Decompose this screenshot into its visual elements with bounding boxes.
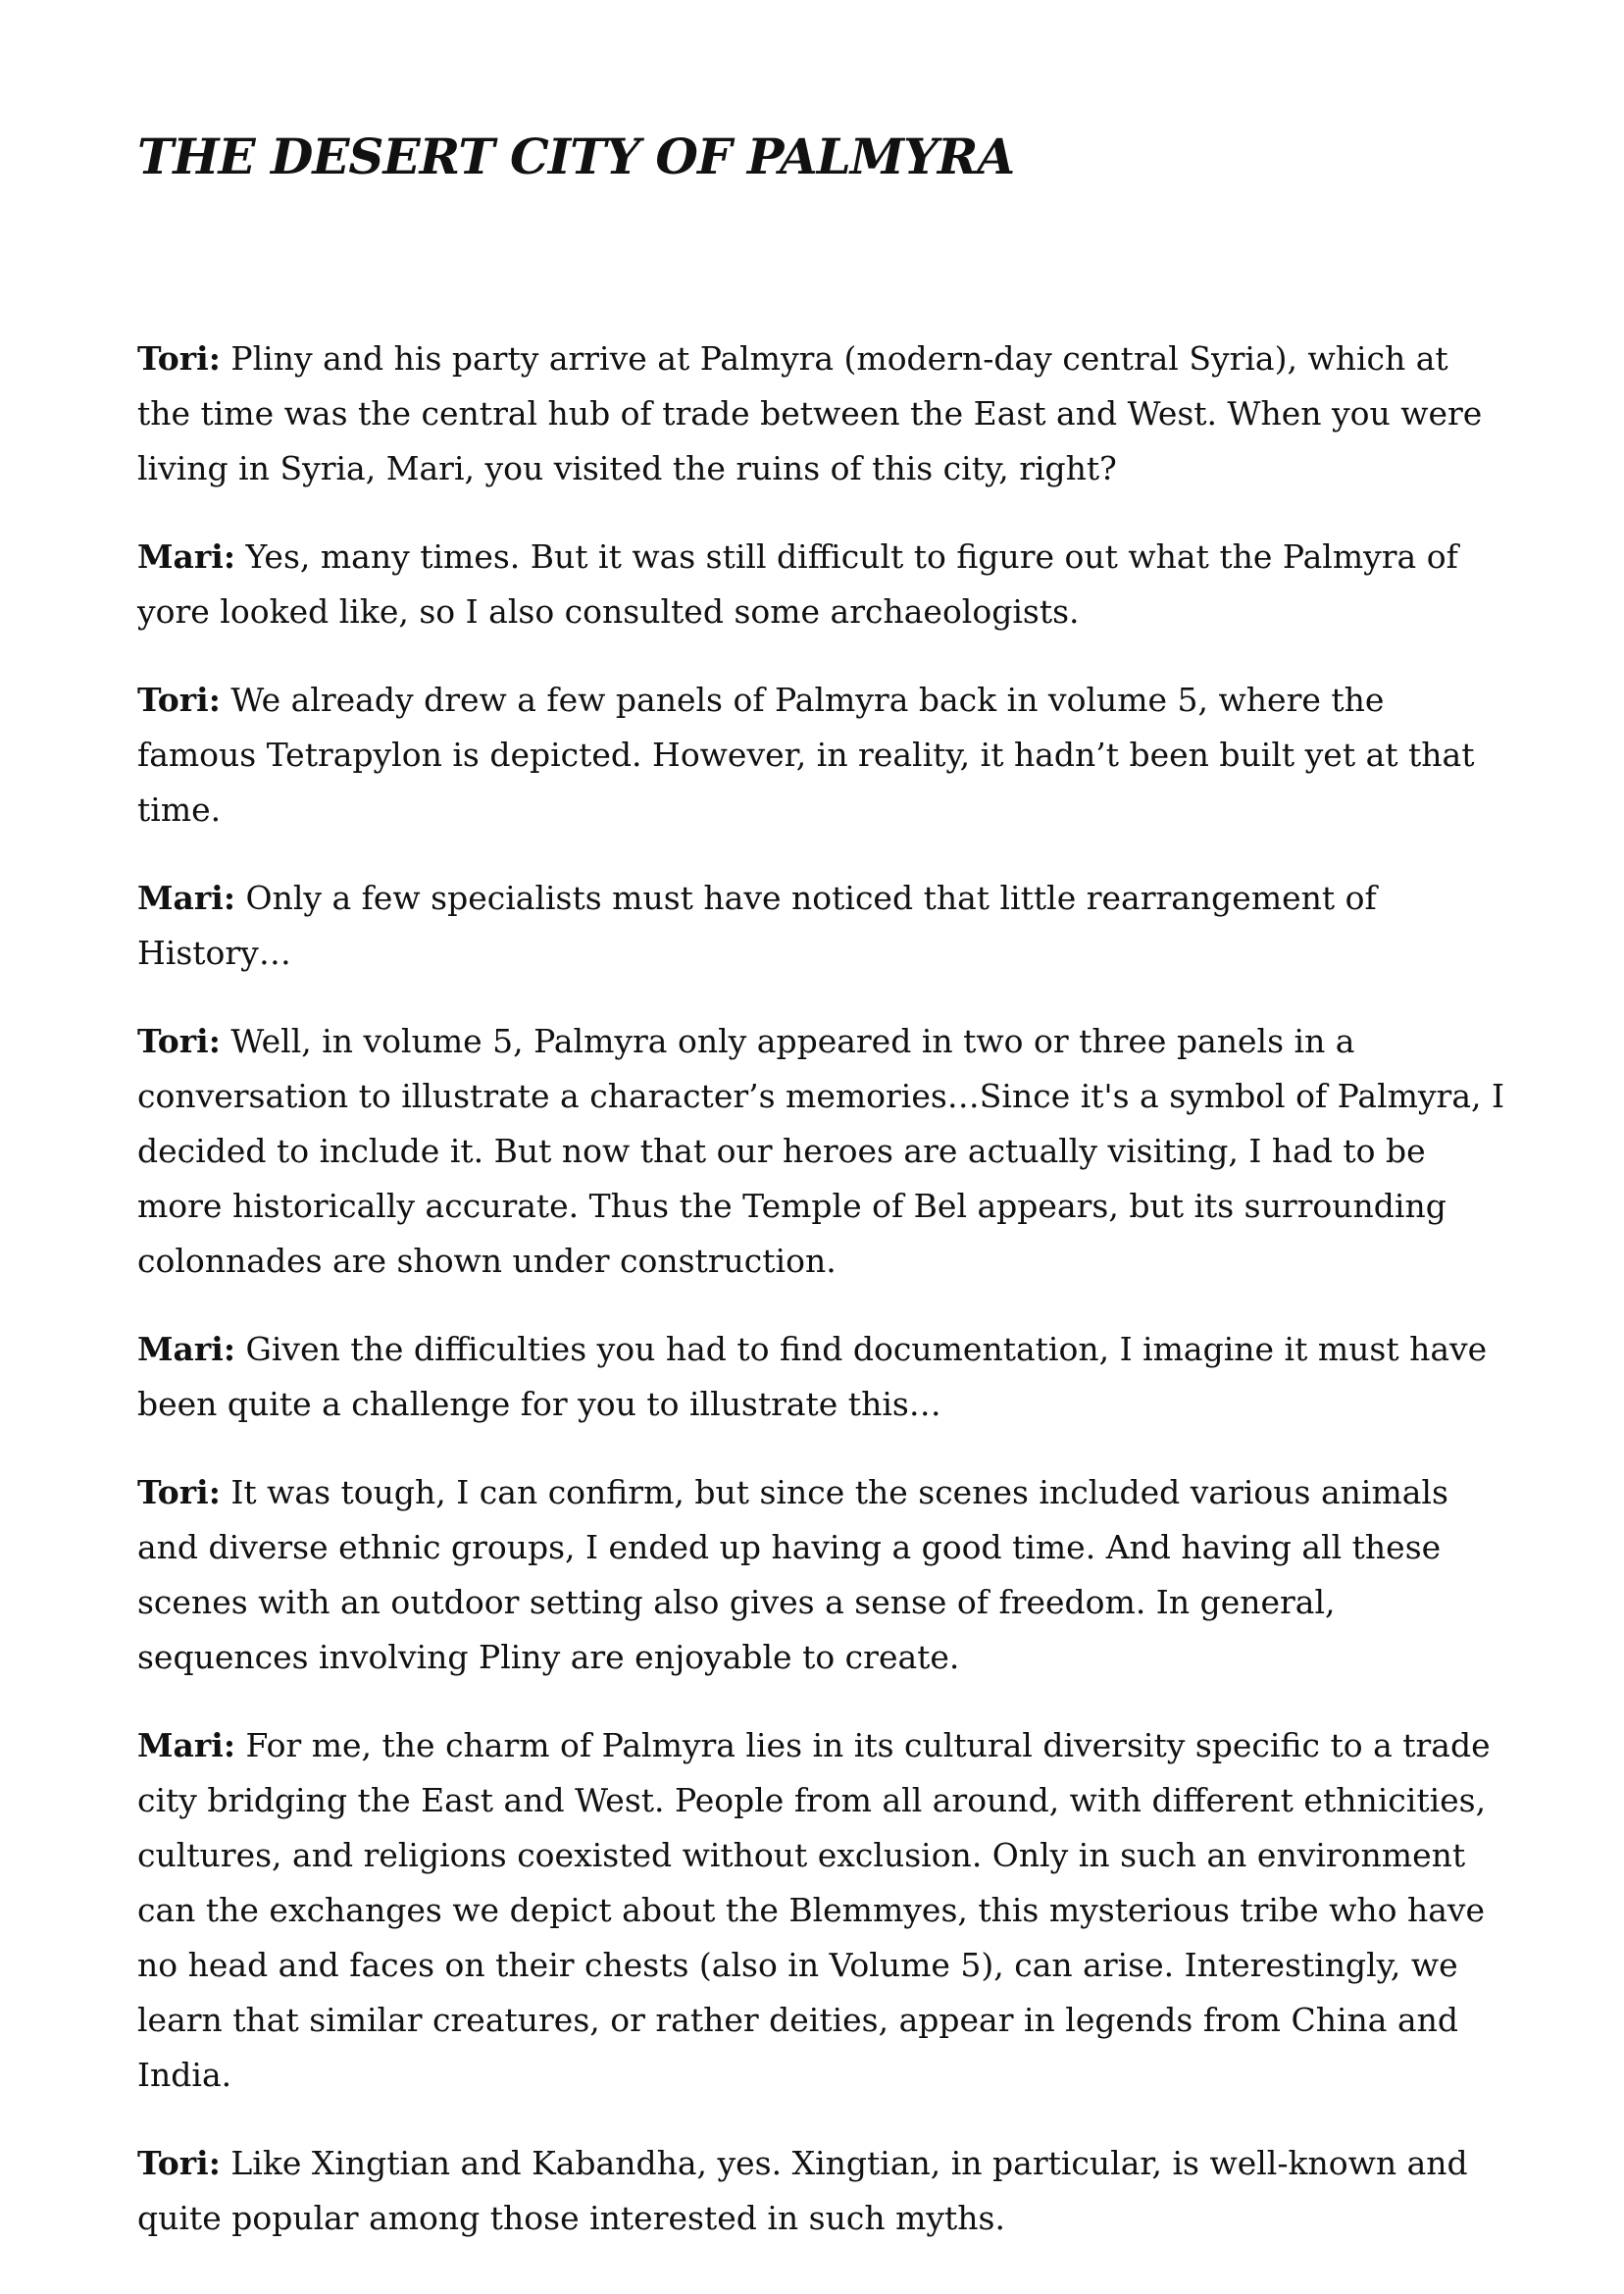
paragraph-text: It was tough, I can confirm, but since the scenes included various animals and diverse ethnic groups, I ended up having a good time. And having all these scenes with an outdoor setting also gives a sense of freedom. In general, sequences involving Pliny are enjoyable to create. — [137, 1473, 1448, 1676]
speaker-label: Mari: — [137, 537, 236, 576]
dialogue-paragraph — [137, 871, 1510, 981]
speaker-label: Mari: — [137, 1726, 236, 1764]
dialogue-paragraph — [137, 530, 1510, 639]
speaker-label: Tori: — [137, 1473, 221, 1511]
dialogue-paragraph — [137, 1322, 1510, 1432]
paragraph-text: Like Xingtian and Kabandha, yes. Xingtian, in particular, is well-known and quite popular among those interested in such myths. — [137, 2144, 1468, 2237]
dialogue-paragraph — [137, 331, 1510, 496]
paragraph-text: We already drew a few panels of Palmyra back in volume 5, where the famous Tetrapylon is depicted. However, in reality, it hadn’t been built yet at that time. — [137, 681, 1475, 829]
speaker-label: Tori: — [137, 339, 221, 378]
speaker-label: Tori: — [137, 1022, 221, 1060]
speaker-label: Mari: — [137, 879, 236, 917]
dialogue-paragraph — [137, 673, 1510, 838]
speaker-label: Mari: — [137, 1330, 236, 1368]
paragraph-text: Only a few specialists must have noticed that little rearrangement of History… — [137, 879, 1377, 972]
paragraph-text: Given the difficulties you had to find documentation, I imagine it must have been quite a challenge for you to illustrate this… — [137, 1330, 1488, 1423]
paragraph-text: Pliny and his party arrive at Palmyra (modern-day central Syria), which at the time was the central hub of trade between the East and West. When you were living in Syria, Mari, you visited the ruins of this city, right? — [137, 339, 1483, 487]
dialogue-paragraph — [137, 1718, 1510, 2103]
dialogue-body — [137, 331, 1510, 2279]
dialogue-paragraph — [137, 1014, 1510, 1289]
speaker-label: Tori: — [137, 2144, 221, 2182]
paragraph-text: Yes, many times. But it was still difficult to figure out what the Palmyra of yore looked like, so I also consulted some archaeologists. — [137, 537, 1458, 631]
dialogue-paragraph — [137, 1465, 1510, 1685]
speaker-label: Tori: — [137, 681, 221, 719]
paragraph-text: For me, the charm of Palmyra lies in its cultural diversity specific to a trade city bridging the East and West. People from all around, with different ethnicities, cultures, and religions coexisted without exclusion. Only in such an environment can the exchanges we depict about the Blemmyes, this mysterious tribe who have no head and faces on their chests (also in Volume 5), can arise. Interestingly, we learn that similar creatures, or rather deities, appear in legends from China and India. — [137, 1726, 1491, 2094]
paragraph-text: Well, in volume 5, Palmyra only appeared in two or three panels in a conversation to illustrate a character’s memories…Since it's a symbol of Palmyra, I decided to include it. But now that our heroes are actually visiting, I had to be more historically accurate. Thus the Temple of Bel appears, but its surrounding colonnades are shown under construction. — [137, 1022, 1505, 1280]
page-title: THE DESERT CITY OF PALMYRA — [137, 127, 1015, 185]
dialogue-paragraph — [137, 2136, 1510, 2246]
